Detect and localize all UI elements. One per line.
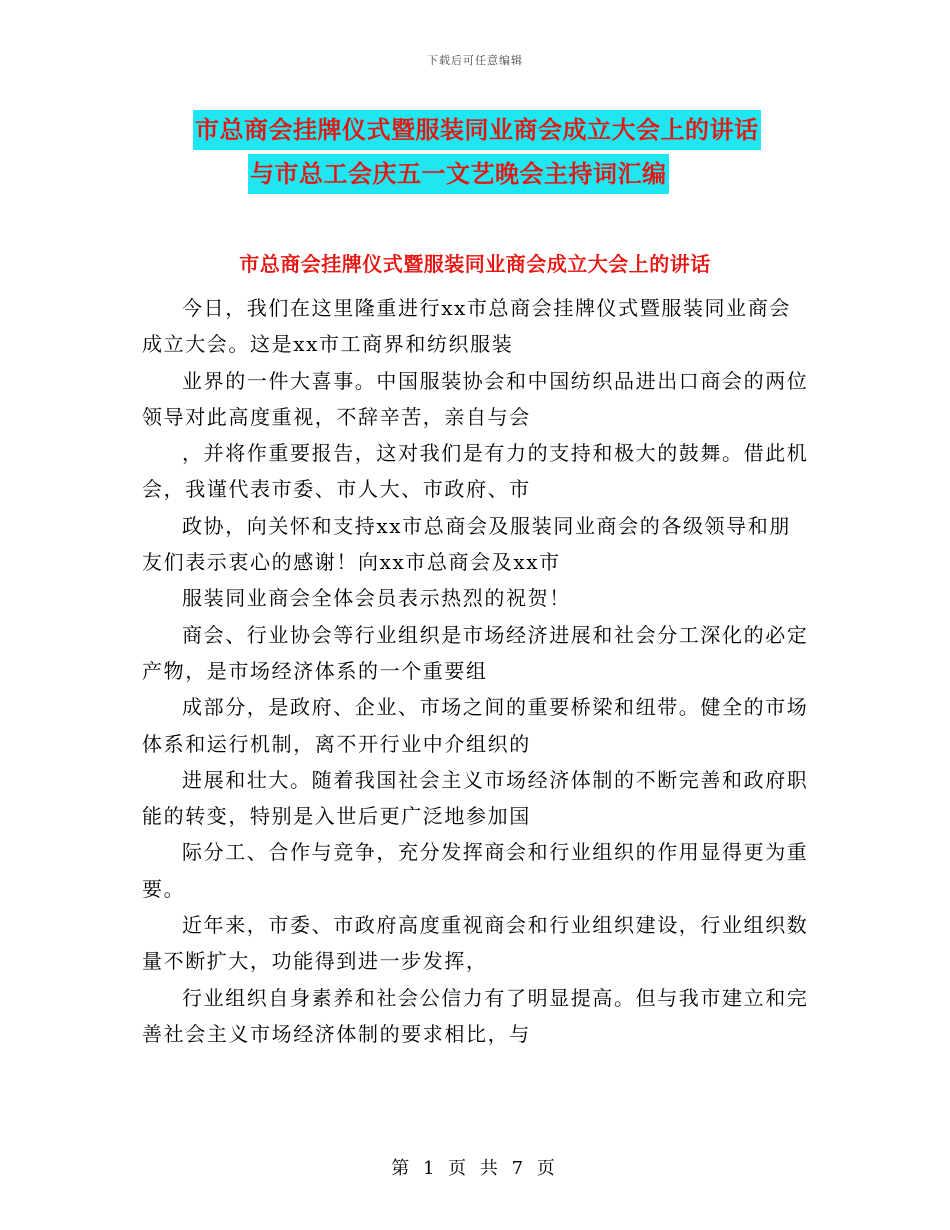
paragraph-6: 商会、行业协会等行业组织是市场经济进展和社会分工深化的必定产物，是市场经济体系的一个重要组: [142, 622, 809, 683]
paragraph-1: 今日，我们在这里隆重进行xx市总商会挂牌仪式暨服装同业商会成立大会。这是xx市工商界和纺织服装: [142, 296, 791, 357]
section-heading: 市总商会挂牌仪式暨服装同业商会成立大会上的讲话: [239, 252, 711, 276]
paragraph-10: 近年来，市委、市政府高度重视商会和行业组织建设，行业组织数量不断扩大，功能得到进一步发挥，: [142, 913, 809, 974]
paragraph-11: 行业组织自身素养和社会公信力有了明显提高。但与我市建立和完善社会主义市场经济体制的要求相比，与: [142, 985, 809, 1046]
document-body: [142, 290, 812, 1052]
paragraph-4: 政协，向关怀和支持xx市总商会及服装同业商会的各级领导和朋友们表示衷心的感谢！向xx市总商会及xx市: [142, 513, 791, 575]
paragraph-8: 进展和壮大。随着我国社会主义市场经济体制的不断完善和政府职能的转变，特别是入世后更广泛地参加国: [142, 767, 809, 829]
page-number: 第 1 页 共 7 页: [391, 1158, 559, 1179]
document-title: [193, 110, 813, 188]
title-line-1: 市总商会挂牌仪式暨服装同业商会成立大会上的讲话: [193, 110, 761, 150]
paragraph-3: ，并将作重要报告，这对我们是有力的支持和极大的鼓舞。借此机会，我谨代表市委、市人大、市政府、市: [142, 441, 809, 502]
title-line-2: 与市总工会庆五一文艺晚会主持词汇编: [248, 154, 669, 194]
page-header-note: 下载后可任意编辑: [427, 54, 523, 67]
paragraph-7: 成部分，是政府、企业、市场之间的重要桥梁和纽带。健全的市场体系和运行机制，离不开行业中介组织的: [142, 695, 809, 756]
paragraph-9: 际分工、合作与竞争，充分发挥商会和行业组织的作用显得更为重要。: [142, 840, 809, 901]
paragraph-5: 服装同业商会全体会员表示热烈的祝贺！: [182, 586, 571, 611]
paragraph-2: 业界的一件大喜事。中国服装协会和中国纺织品进出口商会的两位领导对此高度重视，不辞辛苦，亲自与会: [142, 368, 809, 429]
